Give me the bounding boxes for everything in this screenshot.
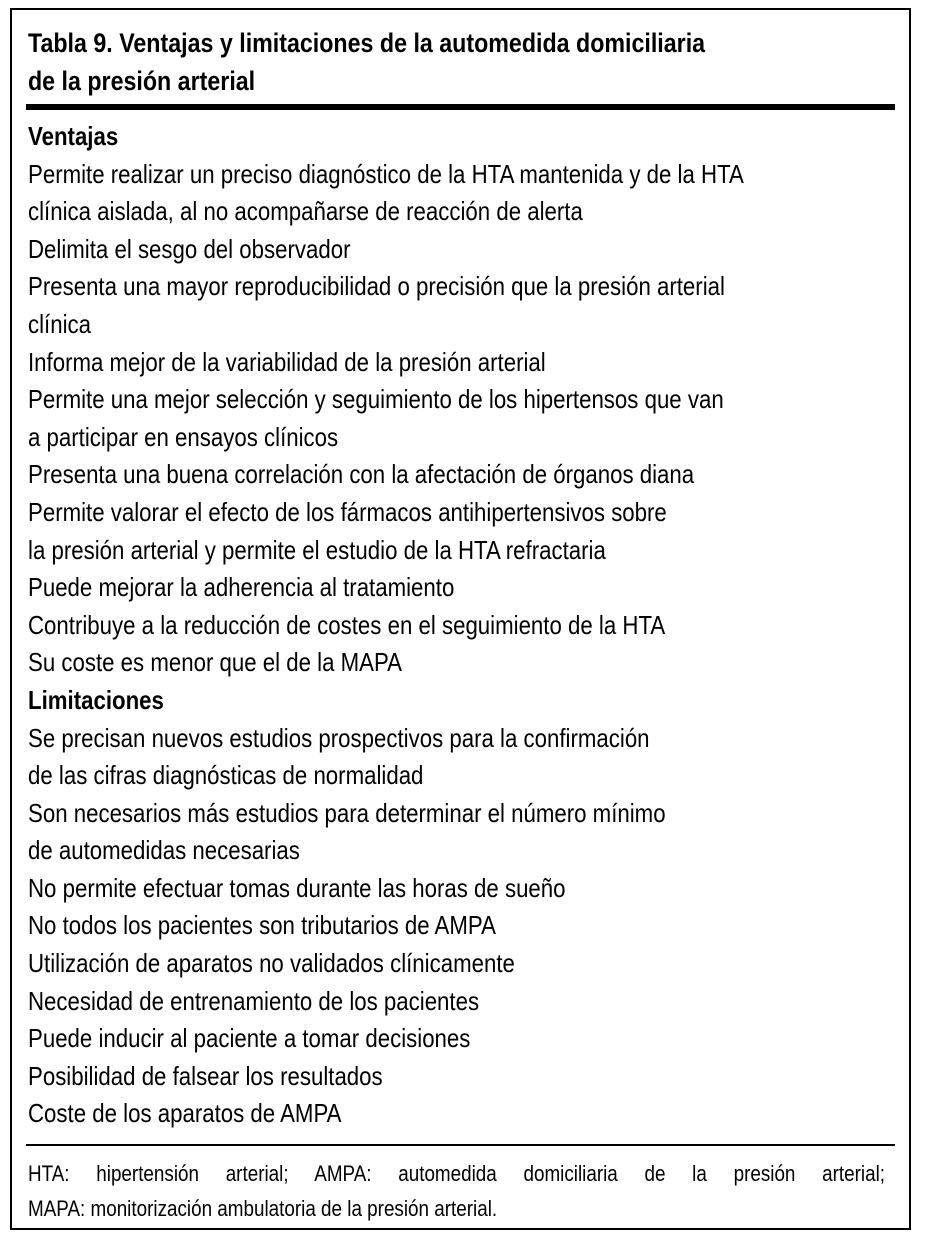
- limitaciones-item: [28, 907, 883, 945]
- ventajas-item-line: Su coste es menor que el de la MAPA: [28, 647, 402, 678]
- footnote: [28, 1156, 885, 1226]
- ventajas-item-line: Contribuye a la reducción de costes en el seguimiento de la HTA: [28, 609, 666, 640]
- footer-divider: [26, 1144, 895, 1146]
- ventajas-item: [28, 231, 883, 269]
- limitaciones-item: [28, 1095, 883, 1133]
- limitaciones-item-line: Se precisan nuevos estudios prospectivos para la confirmación: [28, 722, 650, 753]
- ventajas-item: [28, 456, 883, 494]
- ventajas-item: [28, 569, 883, 607]
- ventajas-item-line: Permite valorar el efecto de los fármacos antihipertensivos sobre: [28, 496, 667, 527]
- limitaciones-item: [28, 983, 883, 1021]
- limitaciones-item: [28, 720, 883, 795]
- ventajas-item: [28, 156, 883, 231]
- title-line-2: de la presión arterial: [28, 66, 256, 96]
- ventajas-item-line: clínica: [28, 308, 92, 339]
- limitaciones-item: [28, 870, 883, 908]
- limitaciones-item: [28, 1058, 883, 1096]
- limitaciones-item-line: Necesidad de entrenamiento de los pacientes: [28, 985, 480, 1016]
- ventajas-item: [28, 494, 883, 569]
- footnote-line-1: HTA: hipertensión arterial; AMPA: automedida domiciliaria de la presión arterial;: [28, 1161, 885, 1186]
- ventajas-item: [28, 381, 883, 456]
- limitaciones-item-line: Coste de los aparatos de AMPA: [28, 1098, 342, 1129]
- limitaciones-heading: Limitaciones: [28, 684, 164, 715]
- limitaciones-item-line: de automedidas necesarias: [28, 835, 300, 866]
- limitaciones-item-line: de las cifras diagnósticas de normalidad: [28, 760, 424, 791]
- ventajas-item-line: la presión arterial y permite el estudio de la HTA refractaria: [28, 534, 606, 565]
- ventajas-item: [28, 344, 883, 382]
- limitaciones-item-line: No todos los pacientes son tributarios de AMPA: [28, 910, 496, 941]
- limitaciones-item-line: Posibilidad de falsear los resultados: [28, 1060, 383, 1091]
- ventajas-item-line: Presenta una buena correlación con la afectación de órganos diana: [28, 459, 695, 490]
- limitaciones-item-line: Son necesarios más estudios para determinar el número mínimo: [28, 797, 666, 828]
- ventajas-item: [28, 268, 883, 343]
- ventajas-item-line: Puede mejorar la adherencia al tratamiento: [28, 572, 455, 603]
- limitaciones-item-line: Utilización de aparatos no validados clínicamente: [28, 948, 515, 979]
- footnote-line-2: MAPA: monitorización ambulatoria de la presión arterial.: [28, 1196, 498, 1221]
- ventajas-item-line: Presenta una mayor reproducibilidad o precisión que la presión arterial: [28, 271, 725, 302]
- header-divider: [26, 104, 895, 110]
- limitaciones-item: [28, 1020, 883, 1058]
- ventajas-list: [28, 156, 883, 682]
- table-body: [28, 118, 883, 1133]
- ventajas-item-line: Informa mejor de la variabilidad de la presión arterial: [28, 346, 546, 377]
- table-frame: [10, 8, 911, 1230]
- ventajas-item: [28, 644, 883, 682]
- ventajas-heading: Ventajas: [28, 121, 119, 151]
- ventajas-item-line: a participar en ensayos clínicos: [28, 421, 339, 452]
- limitaciones-item-line: Puede inducir al paciente a tomar decisiones: [28, 1023, 471, 1054]
- limitaciones-item: [28, 945, 883, 983]
- limitaciones-item: [28, 795, 883, 870]
- ventajas-item-line: Permite una mejor selección y seguimiento de los hipertensos que van: [28, 384, 724, 415]
- ventajas-item-line: Permite realizar un preciso diagnóstico de la HTA mantenida y de la HTA: [28, 158, 744, 189]
- limitaciones-item-line: No permite efectuar tomas durante las horas de sueño: [28, 872, 566, 903]
- limitaciones-list: [28, 720, 883, 1134]
- ventajas-item-line: clínica aislada, al no acompañarse de reacción de alerta: [28, 196, 583, 227]
- ventajas-item-line: Delimita el sesgo del observador: [28, 233, 351, 264]
- title-line-1: Tabla 9. Ventajas y limitaciones de la automedida domiciliaria: [28, 28, 706, 58]
- table-title: [28, 24, 768, 100]
- ventajas-item: [28, 607, 883, 645]
